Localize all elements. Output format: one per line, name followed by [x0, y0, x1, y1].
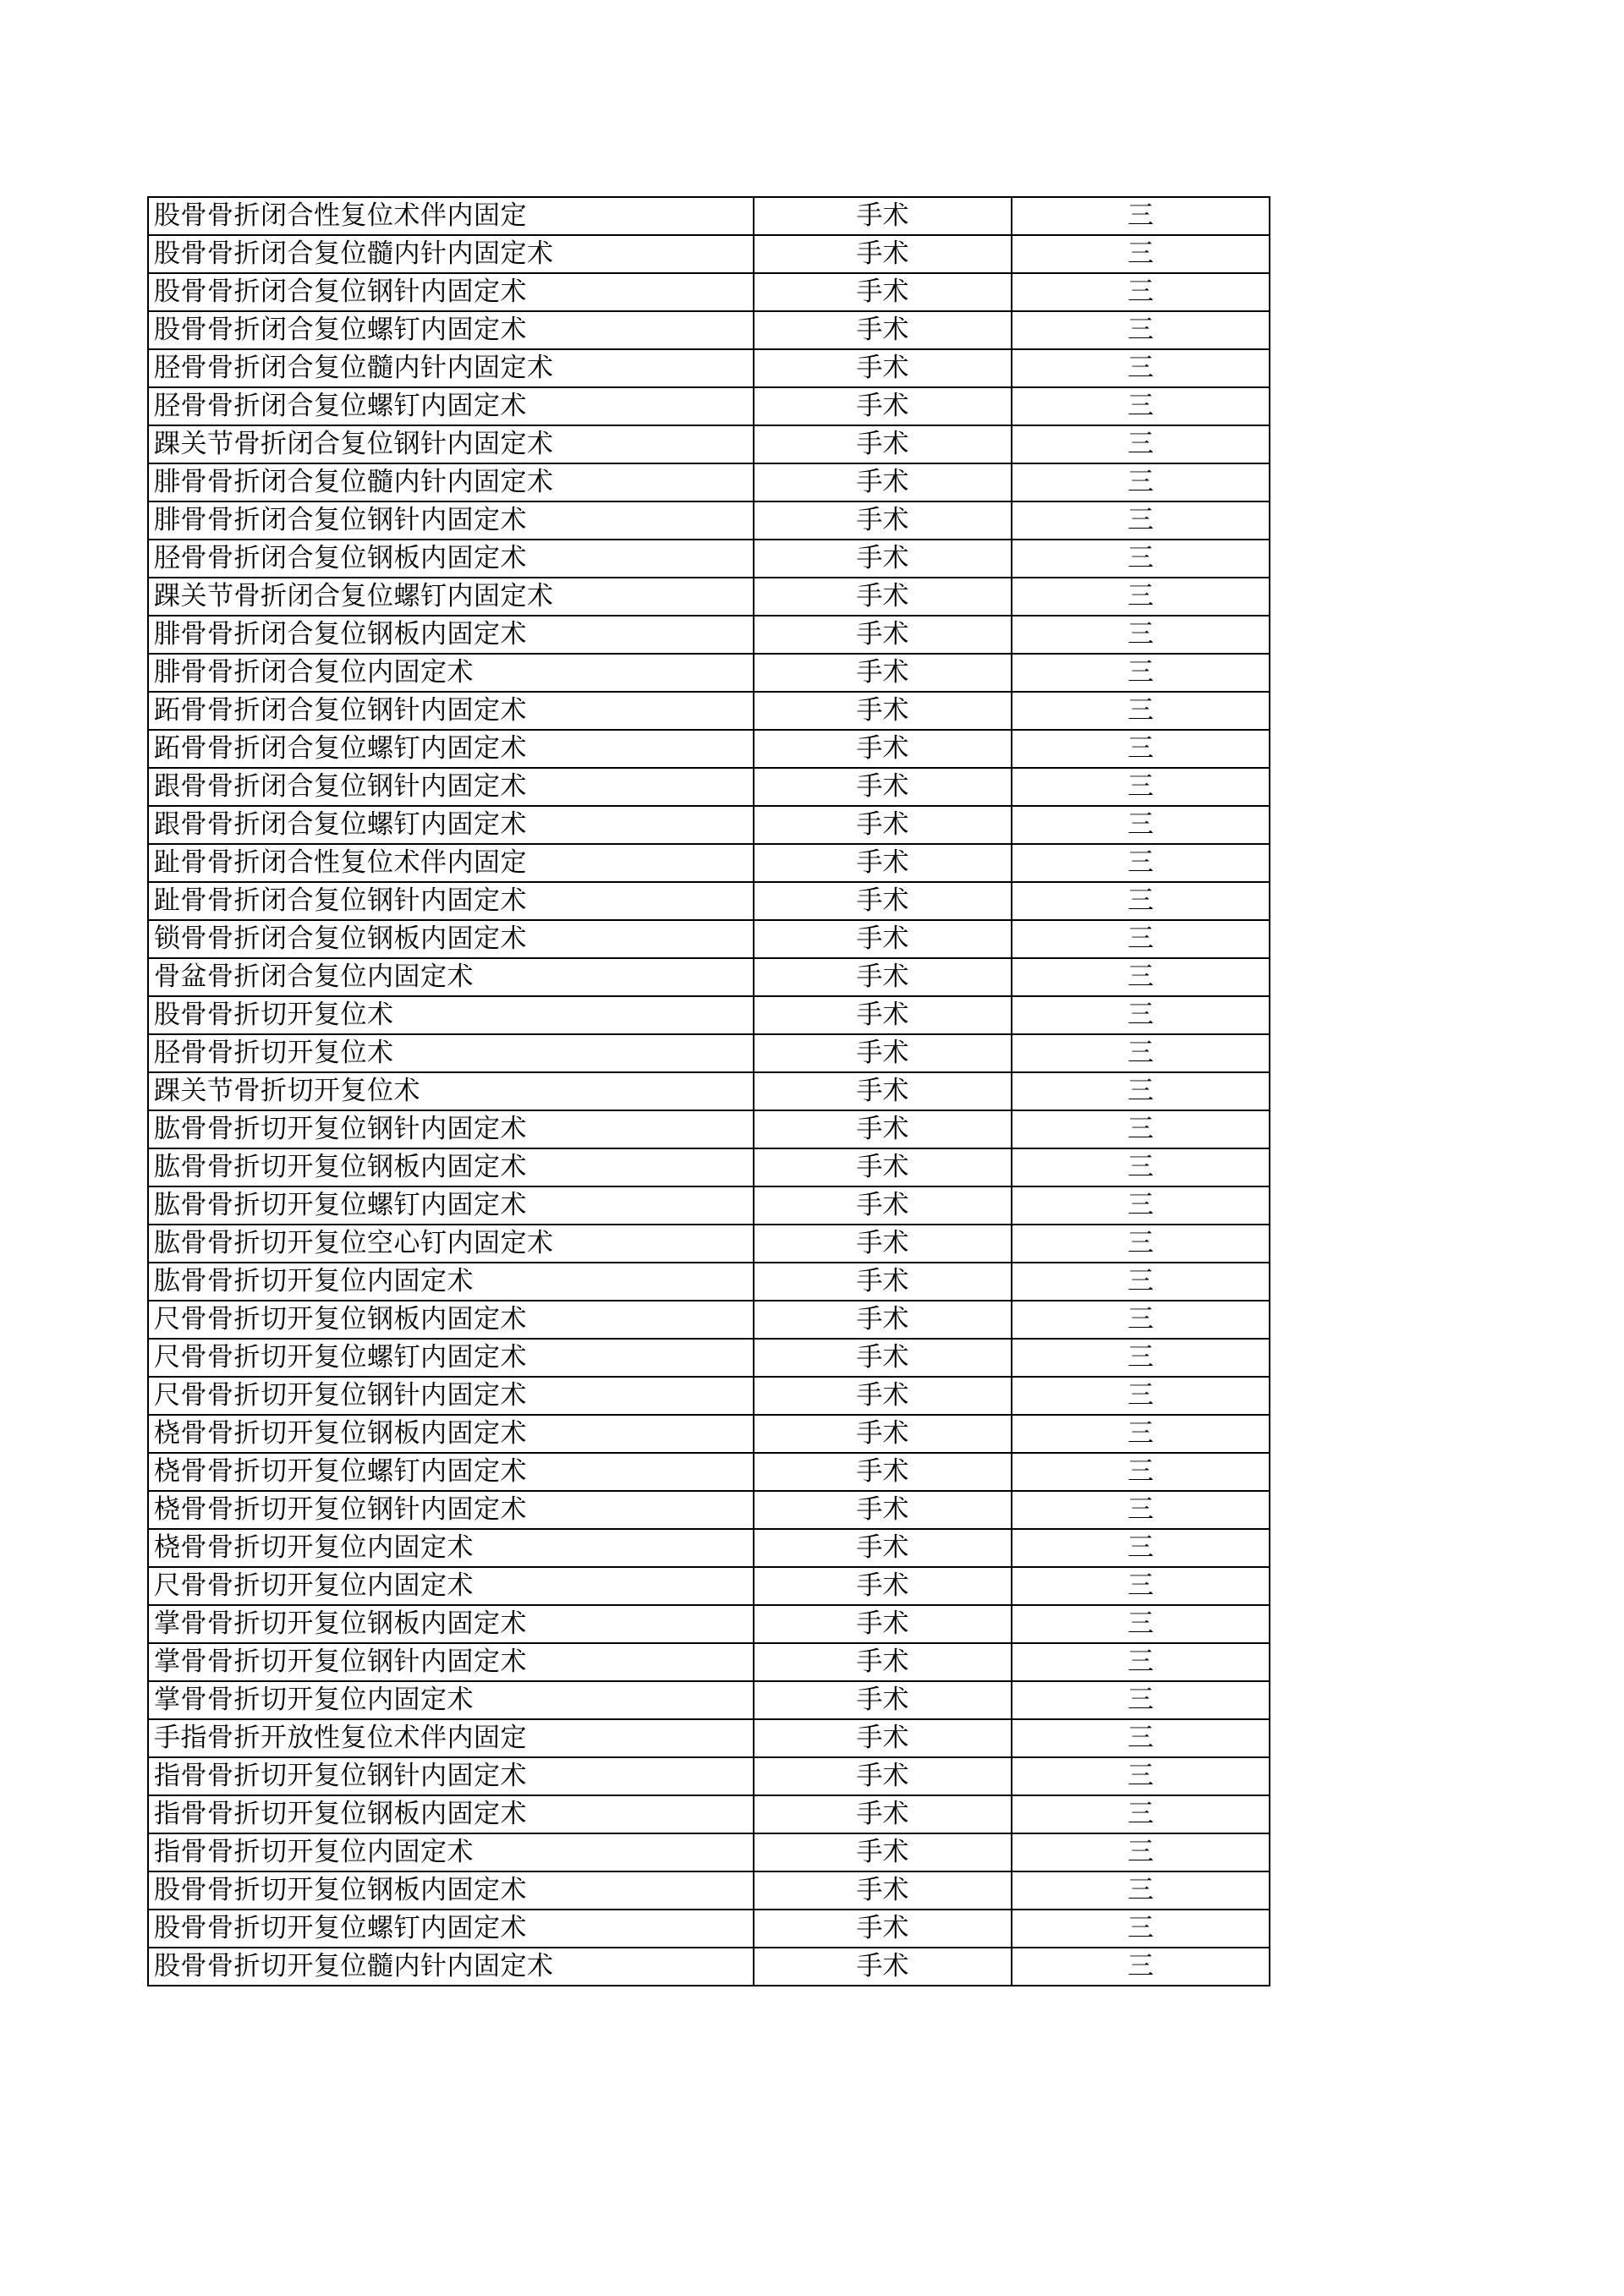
procedure-name-cell: 股骨骨折切开复位术: [148, 996, 754, 1034]
procedure-type-cell: 手术: [754, 616, 1012, 654]
procedure-type-cell: 手术: [754, 501, 1012, 540]
procedure-level-cell: 三: [1012, 616, 1270, 654]
table-row: [148, 654, 1270, 692]
procedure-name-cell: 跖骨骨折闭合复位钢针内固定术: [148, 692, 754, 730]
table-row: [148, 1148, 1270, 1186]
table-row: [148, 1871, 1270, 1910]
table-row: [148, 1719, 1270, 1757]
table-row: [148, 1833, 1270, 1871]
procedure-name-cell: 指骨骨折切开复位钢板内固定术: [148, 1795, 754, 1833]
procedure-type-cell: 手术: [754, 1072, 1012, 1110]
procedure-name-cell: 胫骨骨折闭合复位螺钉内固定术: [148, 387, 754, 425]
procedure-level-cell: 三: [1012, 1377, 1270, 1415]
procedure-level-cell: 三: [1012, 235, 1270, 273]
procedure-name-cell: 掌骨骨折切开复位钢板内固定术: [148, 1605, 754, 1643]
table-row: [148, 920, 1270, 958]
procedure-type-cell: 手术: [754, 1757, 1012, 1795]
procedure-name-cell: 趾骨骨折闭合性复位术伴内固定: [148, 844, 754, 882]
procedure-level-cell: 三: [1012, 1757, 1270, 1795]
procedure-level-cell: 三: [1012, 197, 1270, 235]
procedure-name-cell: 腓骨骨折闭合复位钢针内固定术: [148, 501, 754, 540]
procedure-name-cell: 趾骨骨折闭合复位钢针内固定术: [148, 882, 754, 920]
procedure-name-cell: 股骨骨折切开复位钢板内固定术: [148, 1871, 754, 1910]
procedure-name-cell: 跟骨骨折闭合复位螺钉内固定术: [148, 806, 754, 844]
procedure-type-cell: 手术: [754, 1034, 1012, 1072]
procedure-type-cell: 手术: [754, 1833, 1012, 1871]
procedure-type-cell: 手术: [754, 235, 1012, 273]
procedure-name-cell: 踝关节骨折闭合复位钢针内固定术: [148, 425, 754, 463]
procedure-name-cell: 桡骨骨折切开复位螺钉内固定术: [148, 1453, 754, 1491]
table-row: [148, 1910, 1270, 1948]
table-row: [148, 235, 1270, 273]
procedure-name-cell: 肱骨骨折切开复位内固定术: [148, 1263, 754, 1301]
procedure-level-cell: 三: [1012, 1110, 1270, 1148]
table-row: [148, 501, 1270, 540]
procedure-name-cell: 尺骨骨折切开复位螺钉内固定术: [148, 1339, 754, 1377]
procedure-type-cell: 手术: [754, 1529, 1012, 1567]
table-row: [148, 1415, 1270, 1453]
procedure-type-cell: 手术: [754, 1225, 1012, 1263]
procedure-name-cell: 肱骨骨折切开复位空心钉内固定术: [148, 1225, 754, 1263]
procedure-level-cell: 三: [1012, 1795, 1270, 1833]
procedure-type-cell: 手术: [754, 1948, 1012, 1986]
procedure-name-cell: 胫骨骨折闭合复位髓内针内固定术: [148, 349, 754, 387]
table-row: [148, 1529, 1270, 1567]
procedure-type-cell: 手术: [754, 1186, 1012, 1225]
procedure-level-cell: 三: [1012, 1681, 1270, 1719]
procedure-type-cell: 手术: [754, 920, 1012, 958]
procedure-name-cell: 股骨骨折闭合复位髓内针内固定术: [148, 235, 754, 273]
table-row: [148, 1605, 1270, 1643]
procedure-level-cell: 三: [1012, 1719, 1270, 1757]
procedure-type-cell: 手术: [754, 692, 1012, 730]
procedure-type-cell: 手术: [754, 654, 1012, 692]
table-row: [148, 958, 1270, 996]
table-row: [148, 1948, 1270, 1986]
procedure-name-cell: 尺骨骨折切开复位钢板内固定术: [148, 1301, 754, 1339]
procedure-type-cell: 手术: [754, 1910, 1012, 1948]
procedure-type-cell: 手术: [754, 1681, 1012, 1719]
procedure-level-cell: 三: [1012, 578, 1270, 616]
procedure-type-cell: 手术: [754, 1415, 1012, 1453]
procedure-type-cell: 手术: [754, 1567, 1012, 1605]
procedure-type-cell: 手术: [754, 463, 1012, 501]
procedure-type-cell: 手术: [754, 197, 1012, 235]
procedure-name-cell: 锁骨骨折闭合复位钢板内固定术: [148, 920, 754, 958]
procedure-name-cell: 手指骨折开放性复位术伴内固定: [148, 1719, 754, 1757]
procedure-name-cell: 腓骨骨折闭合复位钢板内固定术: [148, 616, 754, 654]
procedure-type-cell: 手术: [754, 578, 1012, 616]
table-row: [148, 616, 1270, 654]
table-row: [148, 730, 1270, 768]
procedure-type-cell: 手术: [754, 1148, 1012, 1186]
procedure-table-body: [148, 197, 1270, 1986]
procedure-level-cell: 三: [1012, 730, 1270, 768]
procedure-level-cell: 三: [1012, 996, 1270, 1034]
procedure-level-cell: 三: [1012, 349, 1270, 387]
procedure-type-cell: 手术: [754, 1719, 1012, 1757]
procedure-level-cell: 三: [1012, 1225, 1270, 1263]
procedure-level-cell: 三: [1012, 1948, 1270, 1986]
table-row: [148, 273, 1270, 311]
procedure-type-cell: 手术: [754, 311, 1012, 349]
procedure-level-cell: 三: [1012, 1529, 1270, 1567]
procedure-type-cell: 手术: [754, 387, 1012, 425]
table-row: [148, 1110, 1270, 1148]
table-row: [148, 578, 1270, 616]
procedure-level-cell: 三: [1012, 1643, 1270, 1681]
procedure-level-cell: 三: [1012, 882, 1270, 920]
procedure-type-cell: 手术: [754, 1453, 1012, 1491]
table-row: [148, 1795, 1270, 1833]
procedure-name-cell: 股骨骨折闭合复位钢针内固定术: [148, 273, 754, 311]
table-row: [148, 540, 1270, 578]
table-row: [148, 1339, 1270, 1377]
procedure-level-cell: 三: [1012, 425, 1270, 463]
procedure-name-cell: 尺骨骨折切开复位钢针内固定术: [148, 1377, 754, 1415]
procedure-type-cell: 手术: [754, 1377, 1012, 1415]
table-row: [148, 882, 1270, 920]
procedure-name-cell: 桡骨骨折切开复位钢板内固定术: [148, 1415, 754, 1453]
procedure-level-cell: 三: [1012, 1148, 1270, 1186]
procedure-name-cell: 腓骨骨折闭合复位内固定术: [148, 654, 754, 692]
procedure-name-cell: 肱骨骨折切开复位钢板内固定术: [148, 1148, 754, 1186]
procedure-name-cell: 桡骨骨折切开复位内固定术: [148, 1529, 754, 1567]
procedure-level-cell: 三: [1012, 463, 1270, 501]
procedure-type-cell: 手术: [754, 349, 1012, 387]
procedure-level-cell: 三: [1012, 920, 1270, 958]
procedure-level-cell: 三: [1012, 1491, 1270, 1529]
procedure-name-cell: 桡骨骨折切开复位钢针内固定术: [148, 1491, 754, 1529]
procedure-level-cell: 三: [1012, 387, 1270, 425]
procedure-type-cell: 手术: [754, 1110, 1012, 1148]
procedure-level-cell: 三: [1012, 1453, 1270, 1491]
procedure-level-cell: 三: [1012, 692, 1270, 730]
procedure-name-cell: 跖骨骨折闭合复位螺钉内固定术: [148, 730, 754, 768]
procedure-level-cell: 三: [1012, 958, 1270, 996]
procedure-level-cell: 三: [1012, 273, 1270, 311]
procedure-type-cell: 手术: [754, 1491, 1012, 1529]
table-row: [148, 197, 1270, 235]
procedure-type-cell: 手术: [754, 996, 1012, 1034]
procedure-level-cell: 三: [1012, 1415, 1270, 1453]
table-row: [148, 1643, 1270, 1681]
table-row: [148, 1301, 1270, 1339]
procedure-name-cell: 股骨骨折闭合性复位术伴内固定: [148, 197, 754, 235]
table-row: [148, 1186, 1270, 1225]
procedure-level-cell: 三: [1012, 1833, 1270, 1871]
procedure-level-cell: 三: [1012, 806, 1270, 844]
procedure-type-cell: 手术: [754, 1605, 1012, 1643]
table-row: [148, 1567, 1270, 1605]
procedure-level-cell: 三: [1012, 768, 1270, 806]
procedure-type-cell: 手术: [754, 958, 1012, 996]
procedure-name-cell: 腓骨骨折闭合复位髓内针内固定术: [148, 463, 754, 501]
procedure-type-cell: 手术: [754, 844, 1012, 882]
procedure-level-cell: 三: [1012, 844, 1270, 882]
table-row: [148, 349, 1270, 387]
procedure-name-cell: 踝关节骨折切开复位术: [148, 1072, 754, 1110]
table-row: [148, 1225, 1270, 1263]
procedure-level-cell: 三: [1012, 1605, 1270, 1643]
table-row: [148, 1377, 1270, 1415]
table-row: [148, 806, 1270, 844]
table-row: [148, 425, 1270, 463]
procedure-type-cell: 手术: [754, 806, 1012, 844]
procedure-type-cell: 手术: [754, 1871, 1012, 1910]
table-row: [148, 1263, 1270, 1301]
procedure-level-cell: 三: [1012, 501, 1270, 540]
procedure-level-cell: 三: [1012, 1301, 1270, 1339]
procedure-name-cell: 尺骨骨折切开复位内固定术: [148, 1567, 754, 1605]
procedure-type-cell: 手术: [754, 1643, 1012, 1681]
table-row: [148, 1757, 1270, 1795]
procedure-level-cell: 三: [1012, 1910, 1270, 1948]
table-row: [148, 1072, 1270, 1110]
procedure-level-cell: 三: [1012, 1072, 1270, 1110]
procedure-name-cell: 股骨骨折切开复位螺钉内固定术: [148, 1910, 754, 1948]
table-row: [148, 311, 1270, 349]
procedure-type-cell: 手术: [754, 768, 1012, 806]
procedure-type-cell: 手术: [754, 882, 1012, 920]
procedure-level-cell: 三: [1012, 1034, 1270, 1072]
procedure-name-cell: 掌骨骨折切开复位钢针内固定术: [148, 1643, 754, 1681]
procedure-name-cell: 骨盆骨折闭合复位内固定术: [148, 958, 754, 996]
procedure-name-cell: 肱骨骨折切开复位螺钉内固定术: [148, 1186, 754, 1225]
procedure-level-cell: 三: [1012, 1567, 1270, 1605]
procedure-level-cell: 三: [1012, 654, 1270, 692]
procedure-name-cell: 胫骨骨折闭合复位钢板内固定术: [148, 540, 754, 578]
table-row: [148, 1034, 1270, 1072]
table-row: [148, 463, 1270, 501]
procedure-name-cell: 股骨骨折闭合复位螺钉内固定术: [148, 311, 754, 349]
procedure-level-cell: 三: [1012, 1871, 1270, 1910]
procedure-name-cell: 踝关节骨折闭合复位螺钉内固定术: [148, 578, 754, 616]
table-row: [148, 1453, 1270, 1491]
procedure-type-cell: 手术: [754, 425, 1012, 463]
procedure-name-cell: 指骨骨折切开复位钢针内固定术: [148, 1757, 754, 1795]
procedure-name-cell: 跟骨骨折闭合复位钢针内固定术: [148, 768, 754, 806]
table-row: [148, 387, 1270, 425]
procedure-type-cell: 手术: [754, 1795, 1012, 1833]
procedure-name-cell: 肱骨骨折切开复位钢针内固定术: [148, 1110, 754, 1148]
table-row: [148, 844, 1270, 882]
procedure-level-cell: 三: [1012, 311, 1270, 349]
procedure-name-cell: 股骨骨折切开复位髓内针内固定术: [148, 1948, 754, 1986]
procedure-level-cell: 三: [1012, 1339, 1270, 1377]
procedure-type-cell: 手术: [754, 1301, 1012, 1339]
table-row: [148, 768, 1270, 806]
procedure-level-cell: 三: [1012, 1186, 1270, 1225]
procedure-level-cell: 三: [1012, 1263, 1270, 1301]
procedure-name-cell: 指骨骨折切开复位内固定术: [148, 1833, 754, 1871]
procedure-type-cell: 手术: [754, 273, 1012, 311]
procedure-table: [147, 196, 1270, 1986]
procedure-type-cell: 手术: [754, 540, 1012, 578]
procedure-type-cell: 手术: [754, 1263, 1012, 1301]
table-row: [148, 692, 1270, 730]
table-row: [148, 996, 1270, 1034]
procedure-name-cell: 掌骨骨折切开复位内固定术: [148, 1681, 754, 1719]
procedure-type-cell: 手术: [754, 1339, 1012, 1377]
table-row: [148, 1681, 1270, 1719]
procedure-level-cell: 三: [1012, 540, 1270, 578]
procedure-name-cell: 胫骨骨折切开复位术: [148, 1034, 754, 1072]
table-row: [148, 1491, 1270, 1529]
procedure-type-cell: 手术: [754, 730, 1012, 768]
